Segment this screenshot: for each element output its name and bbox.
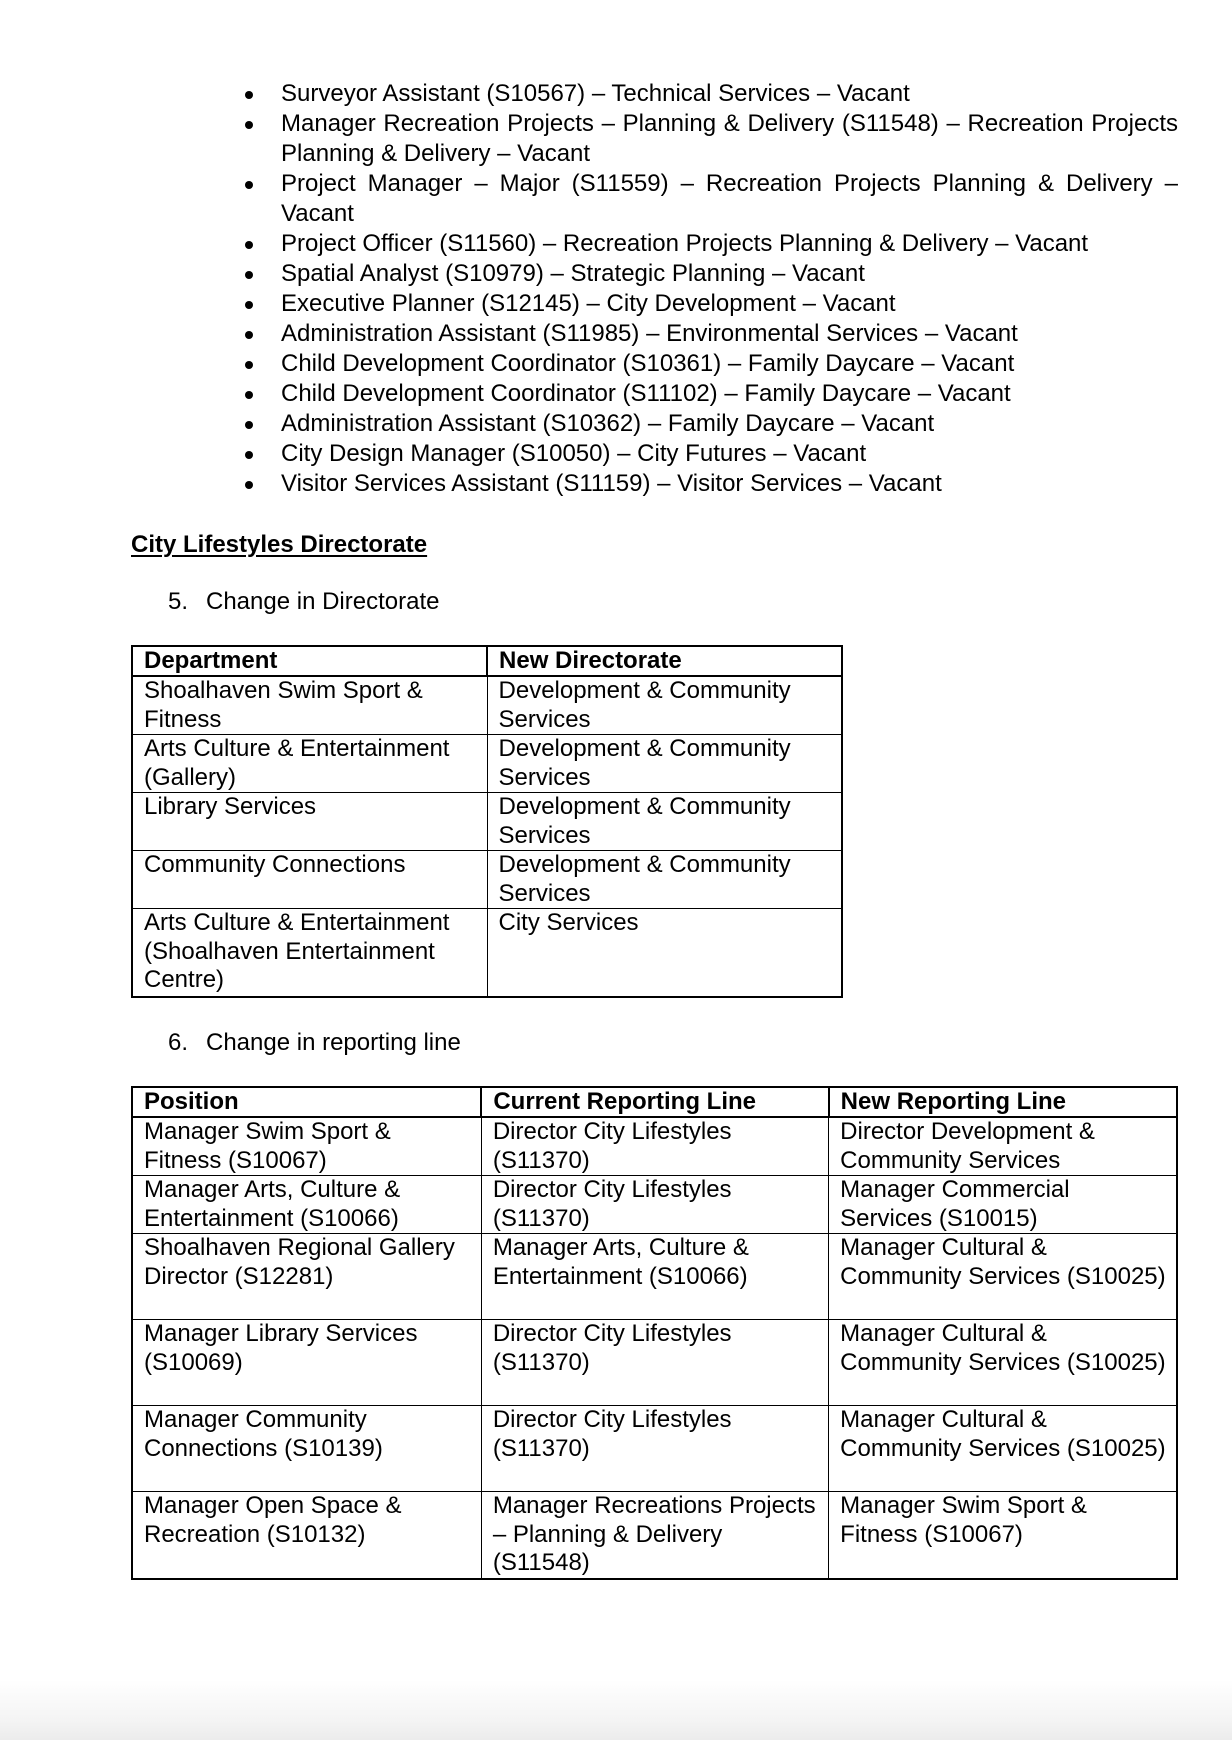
- section-heading: City Lifestyles Directorate: [131, 531, 428, 558]
- bullet-icon: [245, 421, 253, 429]
- table-cell: Shoalhaven Regional Gallery Director (S12281): [132, 1234, 481, 1320]
- table-cell: Manager Cultural & Community Services (S10025): [829, 1320, 1177, 1406]
- table-cell: Manager Commercial Services (S10015): [829, 1176, 1177, 1234]
- table-row: [132, 851, 842, 909]
- change-reporting-heading: [168, 1028, 461, 1058]
- list-item: Manager Recreation Projects – Planning & Delivery (S11548) – Recreation Projects Planning & Delivery – Vacant: [0, 109, 1178, 169]
- column-header: Position: [132, 1087, 481, 1117]
- table-row: [132, 676, 842, 735]
- table-row: [132, 793, 842, 851]
- list-item: Child Development Coordinator (S10361) – Family Daycare – Vacant: [0, 349, 1178, 379]
- bullet-icon: [245, 301, 253, 309]
- table-cell: Director City Lifestyles (S11370): [481, 1320, 828, 1406]
- bullet-icon: [245, 91, 253, 99]
- table-cell: City Services: [487, 909, 842, 998]
- list-item: Administration Assistant (S10362) – Family Daycare – Vacant: [0, 409, 1178, 439]
- item-title: Change in Directorate: [206, 588, 440, 615]
- table-cell: Manager Cultural & Community Services (S10025): [829, 1406, 1177, 1492]
- table-cell: Community Connections: [132, 851, 487, 909]
- table-cell: Development & Community Services: [487, 851, 842, 909]
- table-cell: Manager Swim Sport & Fitness (S10067): [132, 1117, 481, 1176]
- table-row: [132, 1117, 1177, 1176]
- table-cell: Director City Lifestyles (S11370): [481, 1117, 828, 1176]
- table-cell: Arts Culture & Entertainment (Shoalhaven Entertainment Centre): [132, 909, 487, 998]
- bullet-icon: [245, 361, 253, 369]
- list-item: Spatial Analyst (S10979) – Strategic Planning – Vacant: [0, 259, 1178, 289]
- change-reporting-table: [131, 1086, 1178, 1580]
- change-directorate-heading: [168, 587, 439, 617]
- table-row: [132, 909, 842, 998]
- item-number: 5.: [168, 588, 189, 615]
- table-cell: Manager Arts, Culture & Entertainment (S10066): [132, 1176, 481, 1234]
- bullet-icon: [245, 241, 253, 249]
- item-title: Change in reporting line: [206, 1029, 461, 1056]
- table-row: [132, 1492, 1177, 1579]
- table-cell: Development & Community Services: [487, 793, 842, 851]
- table-cell: Manager Cultural & Community Services (S10025): [829, 1234, 1177, 1320]
- bullet-icon: [245, 331, 253, 339]
- table-row: [132, 1234, 1177, 1320]
- change-directorate-table: [131, 645, 843, 998]
- table-cell: Manager Swim Sport & Fitness (S10067): [829, 1492, 1177, 1579]
- column-header: Current Reporting Line: [481, 1087, 828, 1117]
- list-item: Child Development Coordinator (S11102) – Family Daycare – Vacant: [0, 379, 1178, 409]
- list-item: Project Manager – Major (S11559) – Recreation Projects Planning & Delivery – Vacant: [0, 169, 1178, 229]
- table-cell: Shoalhaven Swim Sport & Fitness: [132, 676, 487, 735]
- table-cell: Manager Recreations Projects – Planning & Delivery (S11548): [481, 1492, 828, 1579]
- vacant-positions-list: [0, 79, 1232, 499]
- table-row: [132, 735, 842, 793]
- bullet-icon: [245, 121, 253, 129]
- list-item: Visitor Services Assistant (S11159) – Visitor Services – Vacant: [0, 469, 1178, 499]
- table-cell: Director Development & Community Services: [829, 1117, 1177, 1176]
- list-item: Project Officer (S11560) – Recreation Projects Planning & Delivery – Vacant: [0, 229, 1178, 259]
- bullet-icon: [245, 271, 253, 279]
- table-cell: Manager Community Connections (S10139): [132, 1406, 481, 1492]
- table-cell: Director City Lifestyles (S11370): [481, 1406, 828, 1492]
- bullet-icon: [245, 181, 253, 189]
- column-header: Department: [132, 646, 487, 676]
- list-item: Administration Assistant (S11985) – Environmental Services – Vacant: [0, 319, 1178, 349]
- table-cell: Manager Library Services (S10069): [132, 1320, 481, 1406]
- bullet-icon: [245, 451, 253, 459]
- table-cell: Director City Lifestyles (S11370): [481, 1176, 828, 1234]
- table-row: [132, 1176, 1177, 1234]
- column-header: New Directorate: [487, 646, 842, 676]
- bullet-icon: [245, 391, 253, 399]
- table-cell: Development & Community Services: [487, 735, 842, 793]
- item-number: 6.: [168, 1029, 189, 1056]
- table-cell: Manager Open Space & Recreation (S10132): [132, 1492, 481, 1579]
- list-item: Executive Planner (S12145) – City Development – Vacant: [0, 289, 1178, 319]
- bullet-icon: [245, 481, 253, 489]
- table-cell: Arts Culture & Entertainment (Gallery): [132, 735, 487, 793]
- table-cell: Library Services: [132, 793, 487, 851]
- table-cell: Development & Community Services: [487, 676, 842, 735]
- table-cell: Manager Arts, Culture & Entertainment (S10066): [481, 1234, 828, 1320]
- list-item: Surveyor Assistant (S10567) – Technical Services – Vacant: [0, 79, 1178, 109]
- column-header: New Reporting Line: [829, 1087, 1177, 1117]
- table-row: [132, 1320, 1177, 1406]
- list-item: City Design Manager (S10050) – City Futures – Vacant: [0, 439, 1178, 469]
- table-row: [132, 1406, 1177, 1492]
